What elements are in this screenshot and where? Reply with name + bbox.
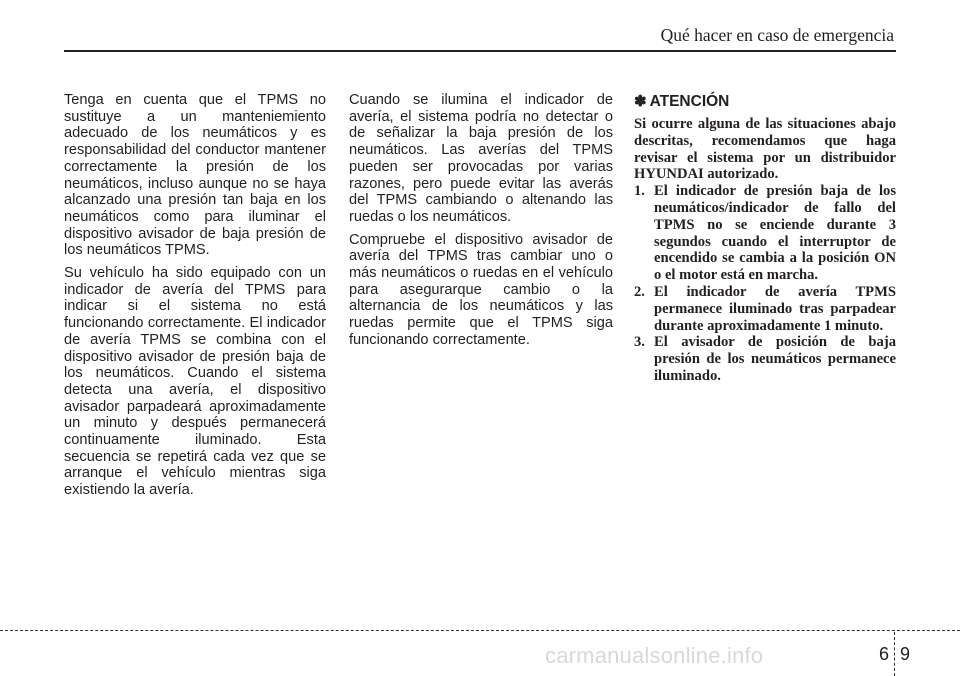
list-item xyxy=(634,284,896,334)
caution-title: ATENCIÓN xyxy=(649,93,730,110)
page-number-separator xyxy=(894,632,895,676)
paragraph: Cuando se ilumina el indicador de avería, el sistema podría no detectar o de señalizar la baja presión de los neumáticos. Las averías del TPMS pueden ser provocadas por varias razones, pero puede evitar las averás del TPMS cambiando o altenando las ruedas o los neumáticos. xyxy=(349,92,613,225)
paragraph: Su vehículo ha sido equipado con un indicador de avería del TPMS para indicar si el sistema no está funcionando correctamente. El indicador de avería TPMS se combina con el dispositivo avisador de presión baja de los neumáticos. Cuando el sistema detecta una avería, el dispositivo avisador parpadeará aproximadamente un minuto y después permanecerá continuamente iluminado. Esta secuencia se repetirá cada vez que se arranque el vehículo mientras siga existiendo la avería. xyxy=(64,265,326,499)
list-text: El avisador de posición de baja presión de los neumáticos permanece iluminado. xyxy=(654,334,896,384)
list-text: El indicador de presión baja de los neumáticos/indicador de fallo del TPMS no se enciende durante 3 segundos cuando el interruptor de encendido se cambia a la posición ON o el motor está en marcha. xyxy=(654,183,896,284)
header-divider xyxy=(64,50,896,52)
list-number: 3. xyxy=(634,334,645,351)
text-column-middle xyxy=(349,92,613,355)
caution-box xyxy=(634,92,896,385)
paragraph: Compruebe el dispositivo avisador de avería del TPMS tras cambiar uno o más neumáticos o ruedas en el vehículo para asegurarque cambio o la alternancia de los neumáticos y las ruedas permite que el TPMS siga funcionando correctamente. xyxy=(349,231,613,348)
watermark: carmanualsonline.info xyxy=(545,643,764,668)
caution-intro: Si ocurre alguna de las situaciones abajo descritas, recomendamos que haga revisar el sistema por un distribuidor HYUNDAI autorizado. xyxy=(634,116,896,183)
caution-list xyxy=(634,183,896,385)
section-title: Qué hacer en caso de emergencia xyxy=(660,25,894,45)
chapter-number: 6 xyxy=(879,644,890,664)
list-item xyxy=(634,334,896,384)
list-number: 1. xyxy=(634,183,645,200)
footer-divider xyxy=(0,630,960,631)
page-number-value: 9 xyxy=(900,644,911,664)
list-text: El indicador de avería TPMS permanece iluminado tras parpadear durante aproximadamente 1 minuto. xyxy=(654,283,896,334)
list-item xyxy=(634,183,896,284)
asterisk-icon: ✽ xyxy=(634,93,647,110)
text-column-left xyxy=(64,92,326,505)
caution-heading xyxy=(634,92,896,111)
paragraph: Tenga en cuenta que el TPMS no sustituye a un manteniemiento adecuado de los neumáticos y es responsabilidad del conductor mantener correctamente la presión de los neumáticos, incluso aunque no se haya alcanzado una presión tan baja en los neumáticos como para iluminar el dispositivo avisador de baja presión de los neumáticos TPMS. xyxy=(64,92,326,259)
list-number: 2. xyxy=(634,283,645,300)
caution-body xyxy=(634,116,896,385)
page-number xyxy=(879,632,910,676)
